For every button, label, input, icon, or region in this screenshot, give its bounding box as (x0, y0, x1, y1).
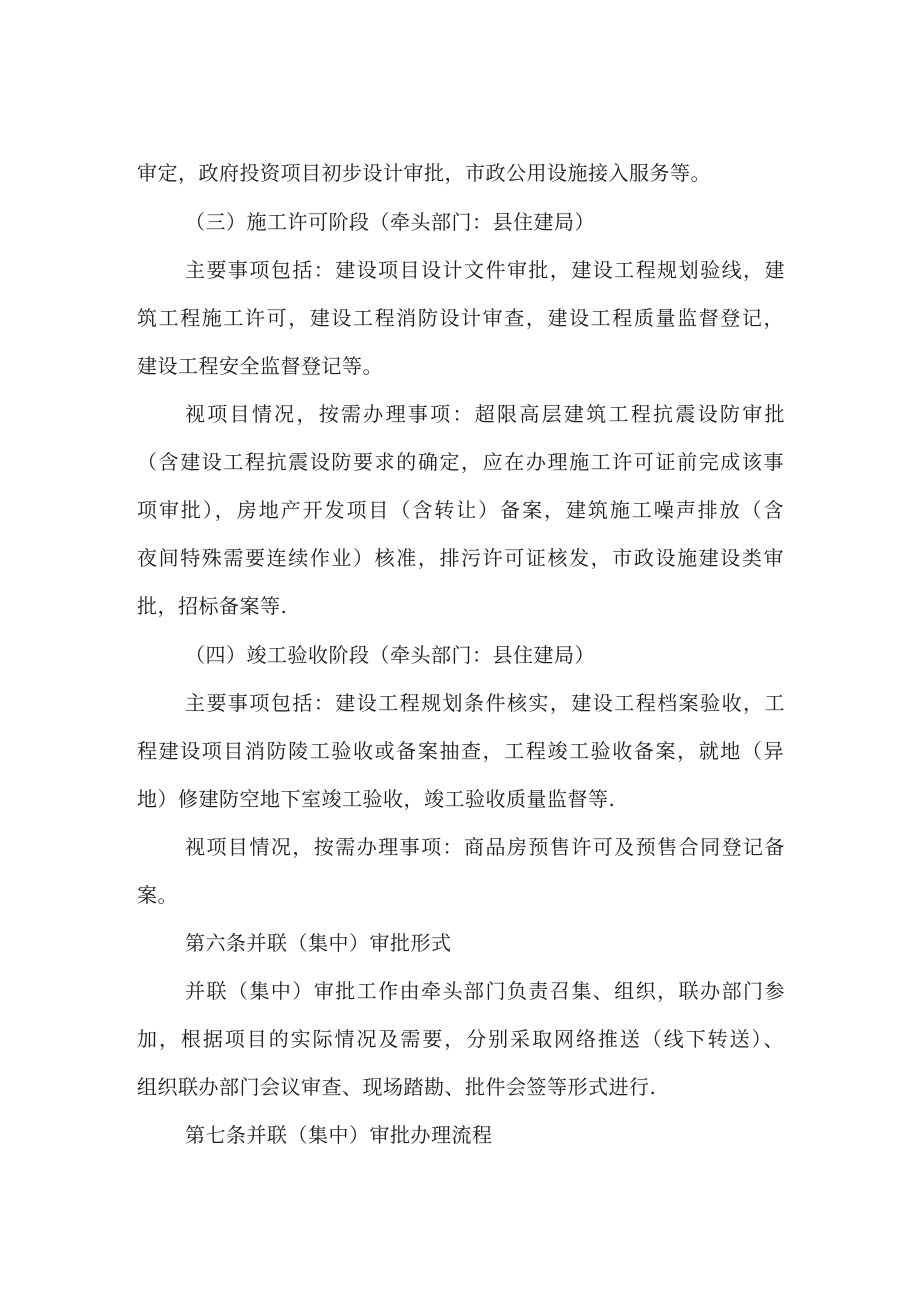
paragraph-line: 组织联办部门会议审查、现场踏勘、批件会签等形式进行. (137, 1075, 657, 1099)
paragraph-line: 程建设项目消防陵工验收或备案抽查，工程竣工验收备案，就地（异 (137, 739, 784, 763)
paragraph-line: 审定，政府投资项目初步设计审批，市政公用设施接入服务等。 (137, 161, 711, 185)
paragraph-line: 筑工程施工许可，建设工程消防设计审查，建设工程质量监督登记， (137, 306, 784, 330)
article-heading: 第六条并联（集中）审批形式 (185, 931, 452, 955)
paragraph-line: 加，根据项目的实际情况及需要，分别采取网络推送（线下转送）、 (137, 1027, 784, 1051)
paragraph-line: 地）修建防空地下室竣工验收，竣工验收质量监督等. (137, 787, 616, 811)
paragraph-line: 批，招标备案等. (137, 594, 288, 618)
paragraph-line: 视项目情况，按需办理事项：超限高层建筑工程抗震设防审批 (185, 402, 785, 426)
paragraph-line: 夜间特殊需要连续作业）核准，排污许可证核发，市政设施建设类审 (137, 546, 784, 570)
paragraph-line: 建设工程安全监督登记等。 (137, 354, 383, 378)
paragraph-line: 视项目情况，按需办理事项：商品房预售许可及预售合同登记备 (185, 835, 785, 859)
section-heading: （四）竣工验收阶段（牵头部门：县住建局） (185, 643, 595, 667)
article-heading: 第七条并联（集中）审批办理流程 (185, 1123, 493, 1147)
paragraph-line: （含建设工程抗震设防要求的确定，应在办理施工许可证前完成该事 (137, 450, 784, 474)
section-heading: （三）施工许可阶段（牵头部门：县住建局） (185, 210, 595, 234)
paragraph-line: 主要事项包括：建设工程规划条件核实，建设工程档案验收，工 (185, 691, 785, 715)
paragraph-line: 案。 (137, 883, 178, 907)
paragraph-line: 并联（集中）审批工作由牵头部门负责召集、组织，联办部门参 (185, 979, 785, 1003)
paragraph-line: 主要事项包括：建设项目设计文件审批，建设工程规划验线，建 (185, 258, 785, 282)
paragraph-line: 项审批），房地产开发项目（含转让）备案，建筑施工噪声排放（含 (137, 498, 784, 522)
